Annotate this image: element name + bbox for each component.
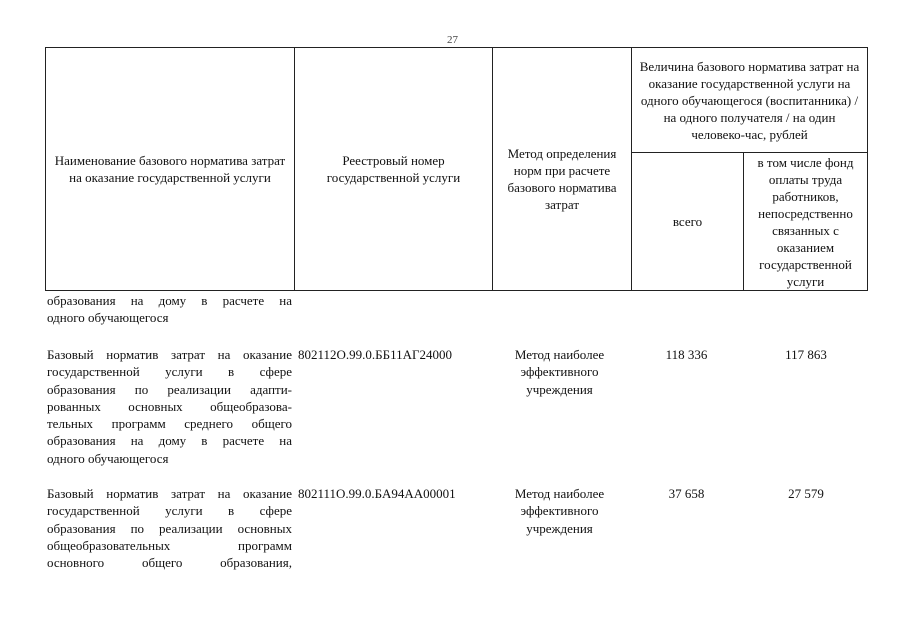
row-1-method: Метод наиболее эффективного учреждения	[514, 347, 605, 397]
header-col-registry: Реестровый номер государственной услуги	[326, 153, 461, 185]
row-0-name-line: одного обучающегося	[47, 310, 169, 326]
row-2-name-line: образования по реализации основных	[47, 520, 292, 536]
row-2-name-line: государственной услуги в сфере	[47, 503, 292, 519]
row-1-total: 118 336	[665, 347, 708, 362]
header-col-name: Наименование базового норматива затрат на оказание государственной услуги	[54, 153, 286, 185]
row-1-name-line: государственной услуги в сфере	[47, 364, 292, 380]
row-1-name-line: одного обучающегося	[47, 450, 169, 466]
row-1-name-line: Базовый норматив затрат на оказание	[47, 347, 292, 362]
row-0-name	[47, 292, 292, 327]
row-0-name-line: образования на дому в расчете на	[47, 293, 292, 308]
row-2-name	[47, 485, 292, 571]
row-2-name-line: Базовый норматив затрат на оказание	[47, 486, 292, 501]
row-2-total: 37 658	[668, 486, 705, 501]
row-2-method: Метод наиболее эффективного учреждения	[514, 486, 605, 536]
row-1-registry: 802112О.99.0.ББ11АГ24000	[298, 347, 453, 362]
header-col-total: всего	[672, 214, 703, 229]
row-1-name	[47, 346, 292, 467]
row-2-registry: 802111О.99.0.БА94АА00001	[298, 486, 456, 501]
row-1-name-line: образования по реализации адапти-	[47, 381, 292, 397]
row-2-name-line: основного общего образования,	[47, 555, 292, 571]
row-1-name-line: рованных основных общеобразова-	[47, 398, 292, 414]
row-1-name-line: образования на дому в расчете на	[47, 433, 292, 449]
row-1-fund: 117 863	[785, 347, 827, 362]
page-number: 27	[447, 34, 458, 46]
row-2-fund: 27 579	[788, 486, 824, 501]
row-1-name-line: тельных программ среднего общего	[47, 416, 292, 432]
header-col-method: Метод определения норм при расчете базового норматива затрат	[507, 146, 617, 212]
header-col-fund: в том числе фонд оплаты труда работников, непосредственно связанных с оказанием государственной услуги	[757, 154, 854, 289]
table-header	[45, 47, 868, 291]
row-2-name-line: общеобразовательных программ	[47, 537, 292, 553]
header-col-value: Величина базового норматива затрат на оказание государственной услуги на одного обучающегося (воспитанника) / на одного получателя / на один человеко-час, рублей	[639, 58, 860, 142]
